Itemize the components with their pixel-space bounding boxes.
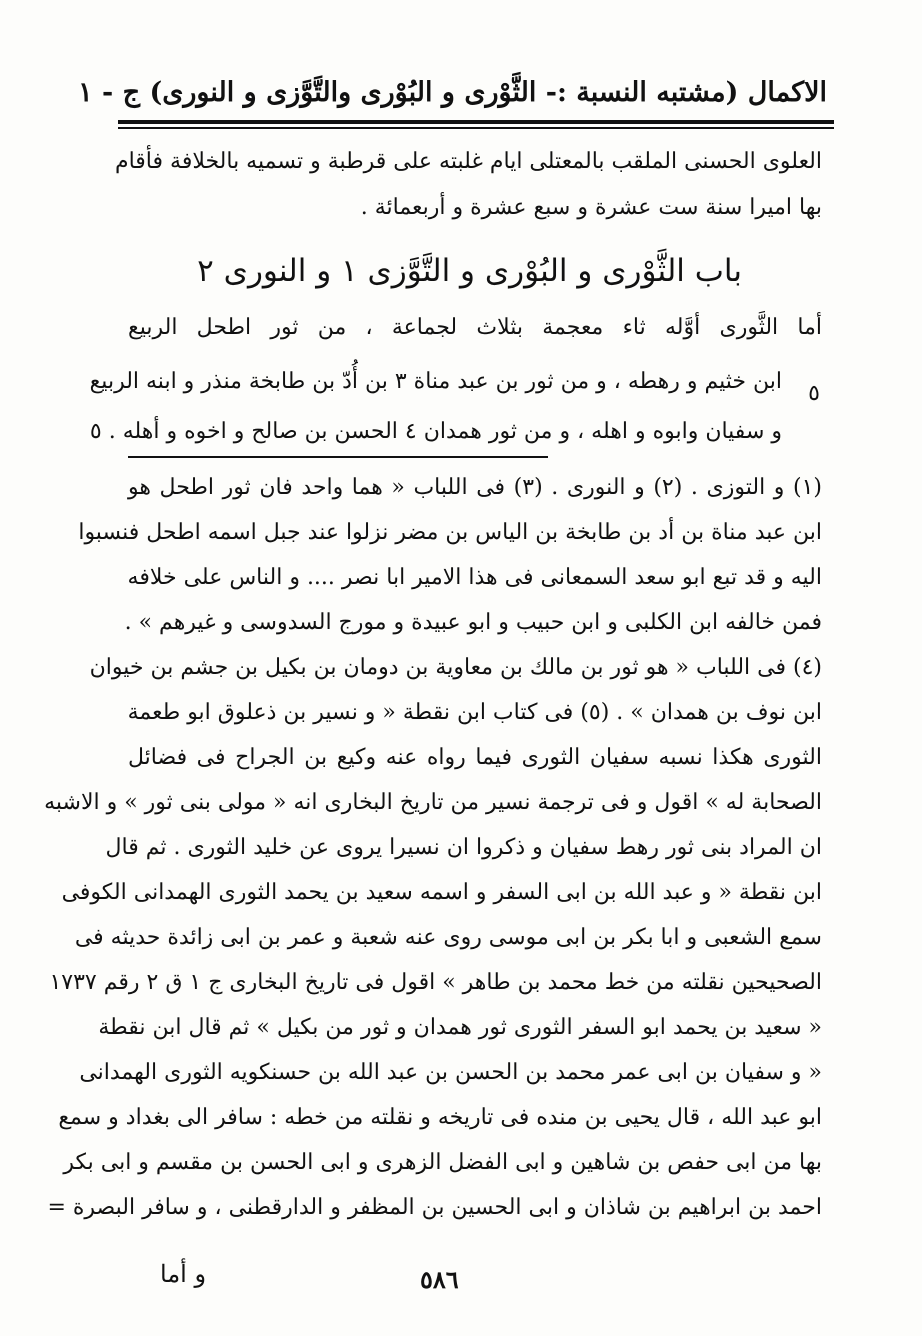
chapter-title: باب الثَّوْرى و البُوْرى و التَّوَّزى ١ و النورى ٢ <box>197 253 742 289</box>
footnote-line: ابن نقطة « و عبد الله بن ابى السفر و اسمه سعيد بن يحمد الثورى الهمدانى الكوفى <box>61 880 822 905</box>
footnote-line: « سعيد بن يحمد ابو السفر الثورى ثور همدان و ثور من بكيل » ثم قال ابن نقطة <box>98 1015 822 1040</box>
body-line: بها اميرا سنة ست عشرة و سبع عشرة و أربعمائة . <box>360 195 822 220</box>
footnote-line: اليه و قد تبع ابو سعد السمعانى فى هذا الامير ابا نصر .... و الناس على خلافه <box>127 565 822 590</box>
footnote-rule <box>128 456 548 458</box>
header-rule-thin <box>118 127 834 129</box>
footnote-line: ابن عبد مناة بن أد بن طابخة بن الياس بن مضر نزلوا عند جبل اسمه اطحل فنسبوا <box>78 520 822 545</box>
footnote-line: بها من ابى حفص بن شاهين و ابى الفضل الزهرى و ابى الحسن بن مقسم و ابى بكر <box>63 1150 822 1175</box>
body-line: العلوى الحسنى الملقب بالمعتلى ايام غلبته على قرطبة و تسميه بالخلافة فأقام <box>114 149 822 174</box>
footnote-line: ابن نوف بن همدان » . (٥) فى كتاب ابن نقطة « و نسير بن ذعلوق ابو طعمة <box>127 700 822 725</box>
footnote-line: احمد بن ابراهيم بن شاذان و ابى الحسين بن المظفر و الدارقطنى ، و سافر البصرة = <box>47 1195 822 1220</box>
entry-line: أما الثَّورى أوَّله ثاء معجمة بثلاث لجماعة ، من ثور اطحل الربيع <box>128 315 822 340</box>
catchword: و أما <box>160 1260 207 1288</box>
footnote-line: الثورى هكذا نسبه سفيان الثورى فيما رواه عنه وكيع بن الجراح فى فضائل <box>128 745 822 770</box>
footnote-line: ابو عبد الله ، قال يحيى بن منده فى تاريخه و نقلته من خطه : سافر الى بغداد و سمع <box>58 1105 822 1130</box>
page-number: ٥٨٦ <box>420 1265 459 1294</box>
header-rule <box>118 120 834 124</box>
footnote-line: الصحابة له » اقول و فى ترجمة نسير من تاريخ البخارى انه « مولى بنى ثور » و الاشبه <box>44 790 822 815</box>
footnote-line: الصحيحين نقلته من خط محمد بن طاهر » اقول فى تاريخ البخارى ج ١ ق ٢ رقم ١٧٣٧ <box>49 970 822 995</box>
running-header: الاكمال (مشتبه النسبة :- الثَّوْرى و البُوْرى والتَّوَّزى و النورى) ج - ١ <box>78 77 827 108</box>
footnote-line: « و سفيان بن ابى عمر محمد بن الحسن بن عبد الله بن حسنكويه الثورى الهمدانى <box>79 1060 822 1085</box>
footnote-line: سمع الشعبى و ابا بكر بن ابى موسى روى عنه شعبة و عمر بن ابى زائدة حديثه فى <box>74 925 822 950</box>
footnote-line: (١) و التوزى . (٢) و النورى . (٣) فى اللباب « هما واحد فان ثور اطحل هو <box>128 475 822 500</box>
footnote-line: فمن خالفه ابن الكلبى و ابن حبيب و ابو عبيدة و مورج السدوسى و غيرهم » . <box>124 610 822 635</box>
footnote-line: ان المراد بنى ثور رهط سفيان و ذكروا ان نسيرا يروى عن خليد الثورى . ثم قال <box>105 835 822 860</box>
entry-line: ابن خثيم و رهطه ، و من ثور بن عبد مناة ٣ بن أُدّ بن طابخة منذر و ابنه الربيع <box>89 369 782 394</box>
entry-line: و سفيان وابوه و اهله ، و من ثور همدان ٤ الحسن بن صالح و اخوه و أهله . ٥ <box>89 419 782 444</box>
line-number: ٥ <box>808 381 820 406</box>
footnote-line: (٤) فى اللباب « هو ثور بن مالك بن معاوية بن دومان بن بكيل بن جشم بن خيوان <box>89 655 822 680</box>
